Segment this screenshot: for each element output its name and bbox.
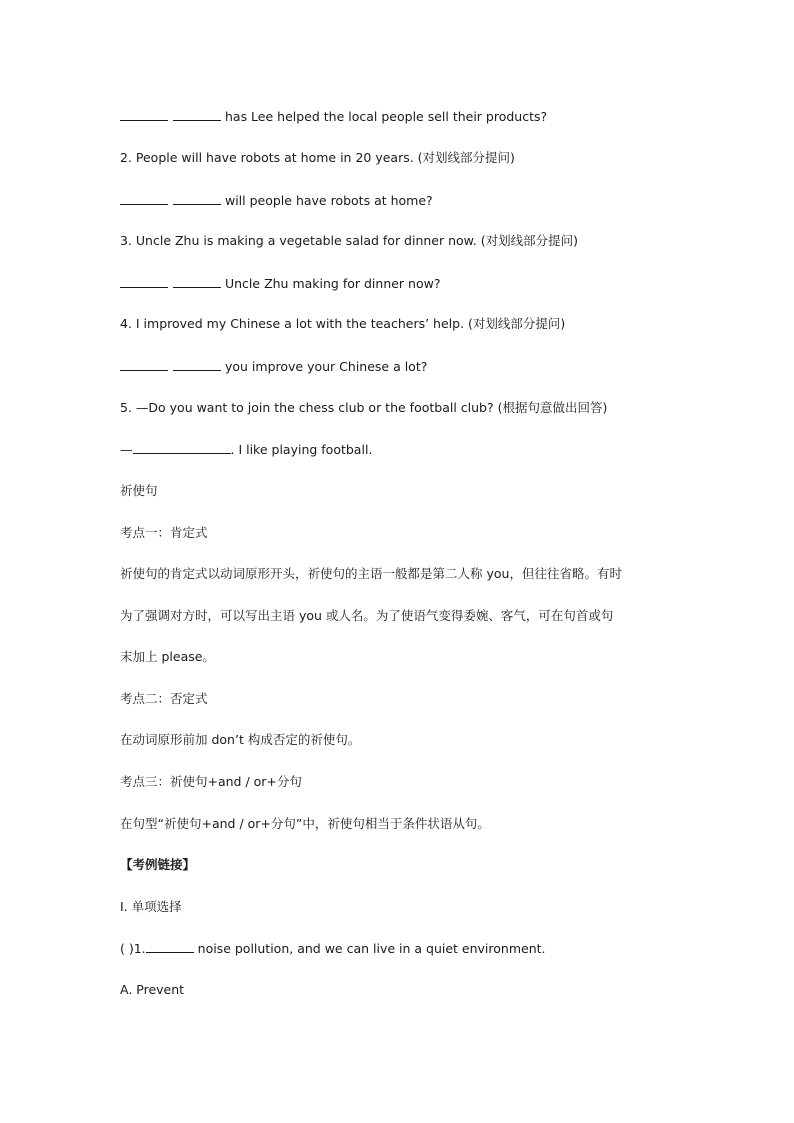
answer-blank[interactable] xyxy=(173,192,221,205)
answer-blank[interactable] xyxy=(173,358,221,371)
paragraph-line: 为了强调对方时，可以写出主语 you 或人名。为了使语气变得委婉、客气，可在句首或句 xyxy=(120,608,614,623)
question-text: . I like playing football. xyxy=(230,442,373,457)
point-1-heading: 考点一：肯定式 xyxy=(120,525,208,540)
example-link-heading: 【考例链接】 xyxy=(120,857,196,872)
question-3: 3. Uncle Zhu is making a vegetable salad for dinner now. (对划线部分提问) xyxy=(120,233,578,248)
question-text: will people have robots at home? xyxy=(224,193,433,208)
question-4: 4. I improved my Chinese a lot with the teachers’ help. (对划线部分提问) xyxy=(120,316,566,331)
question-number: ( )1. xyxy=(120,941,146,956)
answer-blank[interactable] xyxy=(173,275,221,288)
question-5: 5. —Do you want to join the chess club or the football club? (根据句意做出回答) xyxy=(120,400,608,415)
question-1-answer-line xyxy=(120,108,547,125)
answer-blank[interactable] xyxy=(120,358,168,371)
answer-blank[interactable] xyxy=(120,192,168,205)
answer-blank[interactable] xyxy=(120,275,168,288)
question-text: noise pollution, and we can live in a quiet environment. xyxy=(197,941,546,956)
question-2: 2. People will have robots at home in 20 years. (对划线部分提问) xyxy=(120,150,515,165)
question-4-answer-line xyxy=(120,358,427,375)
answer-blank[interactable] xyxy=(173,108,221,121)
paragraph-line: 末加上 please。 xyxy=(120,649,215,664)
answer-blank[interactable] xyxy=(146,940,194,953)
question-text: has Lee helped the local people sell their products? xyxy=(224,109,548,124)
answer-blank[interactable] xyxy=(120,108,168,121)
question-text: you improve your Chinese a lot? xyxy=(224,359,428,374)
question-5-answer-line xyxy=(120,441,372,458)
paragraph-line: 在动词原形前加 don’t 构成否定的祈使句。 xyxy=(120,732,361,747)
paragraph-line: 在句型“祈使句+and / or+分句”中，祈使句相当于条件状语从句。 xyxy=(120,816,490,831)
question-3-answer-line xyxy=(120,275,440,292)
point-2-heading: 考点二：否定式 xyxy=(120,691,208,706)
question-2-answer-line xyxy=(120,192,433,209)
section-heading: 祈使句 xyxy=(120,483,158,498)
paragraph-line: 祈使句的肯定式以动词原形开头，祈使句的主语一般都是第二人称 you，但往往省略。有时 xyxy=(120,566,622,581)
dash-prefix: — xyxy=(120,442,133,457)
choice-question-1 xyxy=(120,940,546,957)
point-3-heading: 考点三：祈使句+and / or+分句 xyxy=(120,774,302,789)
answer-blank[interactable] xyxy=(133,441,231,454)
question-text: Uncle Zhu making for dinner now? xyxy=(224,276,441,291)
section-single-choice: I. 单项选择 xyxy=(120,899,182,914)
option-a: A. Prevent xyxy=(120,982,185,997)
